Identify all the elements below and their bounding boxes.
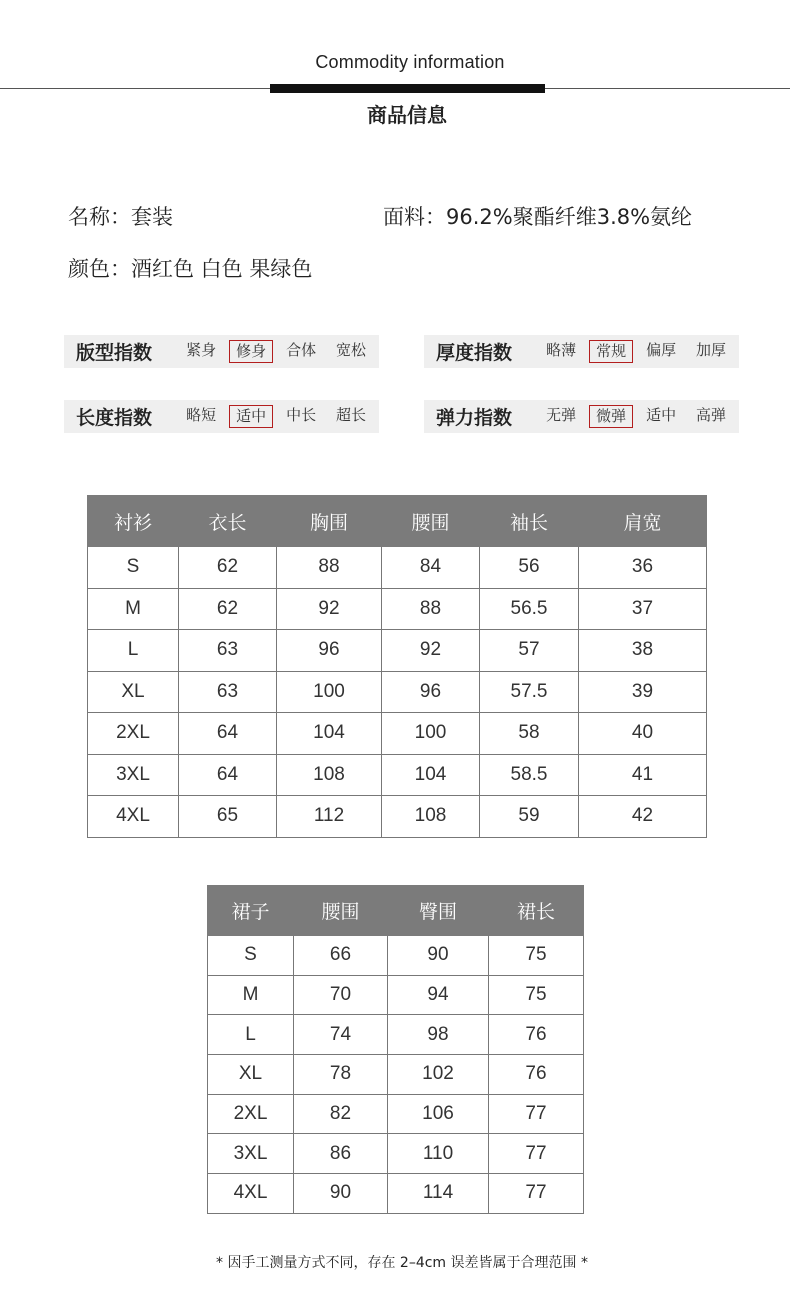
table-cell: 58.5 — [480, 754, 579, 796]
table-header-cell: 肩宽 — [579, 496, 707, 547]
table-cell: 100 — [277, 671, 382, 713]
table-row — [208, 1174, 584, 1214]
size-cell: 4XL — [208, 1174, 294, 1214]
table-header-cell: 裙长 — [489, 886, 584, 936]
table-cell: 108 — [277, 754, 382, 796]
table-cell: 56.5 — [480, 588, 579, 630]
panel-title: 厚度指数 — [436, 342, 513, 364]
table-header-cell: 臀围 — [388, 886, 489, 936]
table-row — [208, 1055, 584, 1095]
size-cell: M — [88, 588, 179, 630]
table-cell: 112 — [277, 796, 382, 838]
table-row — [88, 754, 707, 796]
table-cell: 40 — [579, 713, 707, 755]
table-cell: 102 — [388, 1055, 489, 1095]
panel-option: 略短 — [186, 406, 217, 424]
panel-option: 偏厚 — [646, 341, 677, 359]
thickness-index-panel — [424, 335, 739, 368]
size-cell: 2XL — [208, 1094, 294, 1134]
product-fabric: 面料：96.2%聚酯纤维3.8%氨纶 — [383, 205, 693, 229]
panel-option: 无弹 — [546, 406, 577, 424]
panel-option: 微弹 — [589, 405, 633, 428]
section-title-cn: 商品信息 — [367, 103, 447, 127]
table-cell: 86 — [294, 1134, 388, 1174]
table-cell: 39 — [579, 671, 707, 713]
panel-option: 适中 — [229, 405, 273, 428]
table-header-cell: 衣长 — [179, 496, 277, 547]
table-cell: 82 — [294, 1094, 388, 1134]
table-cell: 70 — [294, 975, 388, 1015]
table-cell: 77 — [489, 1174, 584, 1214]
panel-title: 版型指数 — [76, 342, 153, 364]
panel-option: 略薄 — [546, 341, 577, 359]
size-cell: S — [88, 547, 179, 589]
table-cell: 36 — [579, 547, 707, 589]
table-cell: 96 — [277, 630, 382, 672]
table-cell: 114 — [388, 1174, 489, 1214]
table-cell: 96 — [382, 671, 480, 713]
table-cell: 65 — [179, 796, 277, 838]
table-row — [88, 547, 707, 589]
table-cell: 100 — [382, 713, 480, 755]
table-row — [88, 713, 707, 755]
table-cell: 106 — [388, 1094, 489, 1134]
size-cell: XL — [208, 1055, 294, 1095]
panel-option: 加厚 — [696, 341, 727, 359]
panel-option: 中长 — [286, 406, 317, 424]
table-header-cell: 衬衫 — [88, 496, 179, 547]
table-row — [88, 588, 707, 630]
table-row — [88, 671, 707, 713]
size-cell: 3XL — [88, 754, 179, 796]
panel-option: 适中 — [646, 406, 677, 424]
table-header-row — [88, 496, 707, 547]
table-cell: 78 — [294, 1055, 388, 1095]
table-cell: 57.5 — [480, 671, 579, 713]
table-cell: 63 — [179, 671, 277, 713]
table-cell: 98 — [388, 1015, 489, 1055]
size-cell: L — [208, 1015, 294, 1055]
size-cell: XL — [88, 671, 179, 713]
table-cell: 90 — [294, 1174, 388, 1214]
table-cell: 75 — [489, 975, 584, 1015]
size-cell: M — [208, 975, 294, 1015]
table-cell: 77 — [489, 1134, 584, 1174]
panel-title: 弹力指数 — [436, 407, 513, 429]
table-row — [88, 630, 707, 672]
panel-option: 合体 — [286, 341, 317, 359]
measurement-note: * 因手工测量方式不同，存在 2–4cm 误差皆属于合理范围 * — [216, 1255, 588, 1271]
panel-option: 超长 — [336, 406, 367, 424]
panel-option: 宽松 — [336, 341, 367, 359]
table-header-cell: 袖长 — [480, 496, 579, 547]
table-cell: 76 — [489, 1055, 584, 1095]
size-cell: 4XL — [88, 796, 179, 838]
table-cell: 104 — [382, 754, 480, 796]
table-cell: 63 — [179, 630, 277, 672]
table-row — [208, 1015, 584, 1055]
size-cell: L — [88, 630, 179, 672]
table-cell: 92 — [382, 630, 480, 672]
table-cell: 56 — [480, 547, 579, 589]
panel-option: 修身 — [229, 340, 273, 363]
table-header-cell: 胸围 — [277, 496, 382, 547]
table-cell: 108 — [382, 796, 480, 838]
table-header-cell: 腰围 — [294, 886, 388, 936]
table-cell: 37 — [579, 588, 707, 630]
table-cell: 110 — [388, 1134, 489, 1174]
table-cell: 38 — [579, 630, 707, 672]
header-accent-bar — [270, 84, 545, 93]
size-cell: 2XL — [88, 713, 179, 755]
table-cell: 76 — [489, 1015, 584, 1055]
panel-option: 紧身 — [186, 341, 217, 359]
table-cell: 59 — [480, 796, 579, 838]
table-cell: 94 — [388, 975, 489, 1015]
skirt-size-table — [207, 885, 584, 1214]
table-row — [208, 975, 584, 1015]
table-cell: 62 — [179, 588, 277, 630]
table-cell: 64 — [179, 713, 277, 755]
fit-index-panel — [64, 335, 379, 368]
table-cell: 66 — [294, 936, 388, 976]
table-cell: 88 — [382, 588, 480, 630]
panel-option: 高弹 — [696, 406, 727, 424]
elasticity-index-panel — [424, 400, 739, 433]
size-cell: S — [208, 936, 294, 976]
shirt-size-table — [87, 495, 707, 838]
panel-option: 常规 — [589, 340, 633, 363]
table-cell: 90 — [388, 936, 489, 976]
table-cell: 92 — [277, 588, 382, 630]
table-cell: 75 — [489, 936, 584, 976]
table-cell: 42 — [579, 796, 707, 838]
table-cell: 74 — [294, 1015, 388, 1055]
table-cell: 104 — [277, 713, 382, 755]
product-name: 名称：套装 — [68, 205, 173, 229]
table-row — [208, 1134, 584, 1174]
table-cell: 57 — [480, 630, 579, 672]
table-row — [88, 796, 707, 838]
table-cell: 77 — [489, 1094, 584, 1134]
table-row — [208, 936, 584, 976]
section-title-en: Commodity information — [315, 52, 505, 72]
table-cell: 88 — [277, 547, 382, 589]
table-header-cell: 裙子 — [208, 886, 294, 936]
table-cell: 64 — [179, 754, 277, 796]
product-colors: 颜色：酒红色 白色 果绿色 — [68, 257, 313, 281]
panel-title: 长度指数 — [76, 407, 153, 429]
table-cell: 62 — [179, 547, 277, 589]
size-cell: 3XL — [208, 1134, 294, 1174]
table-header-cell: 腰围 — [382, 496, 480, 547]
table-row — [208, 1094, 584, 1134]
table-cell: 58 — [480, 713, 579, 755]
table-cell: 84 — [382, 547, 480, 589]
table-header-row — [208, 886, 584, 936]
length-index-panel — [64, 400, 379, 433]
table-cell: 41 — [579, 754, 707, 796]
